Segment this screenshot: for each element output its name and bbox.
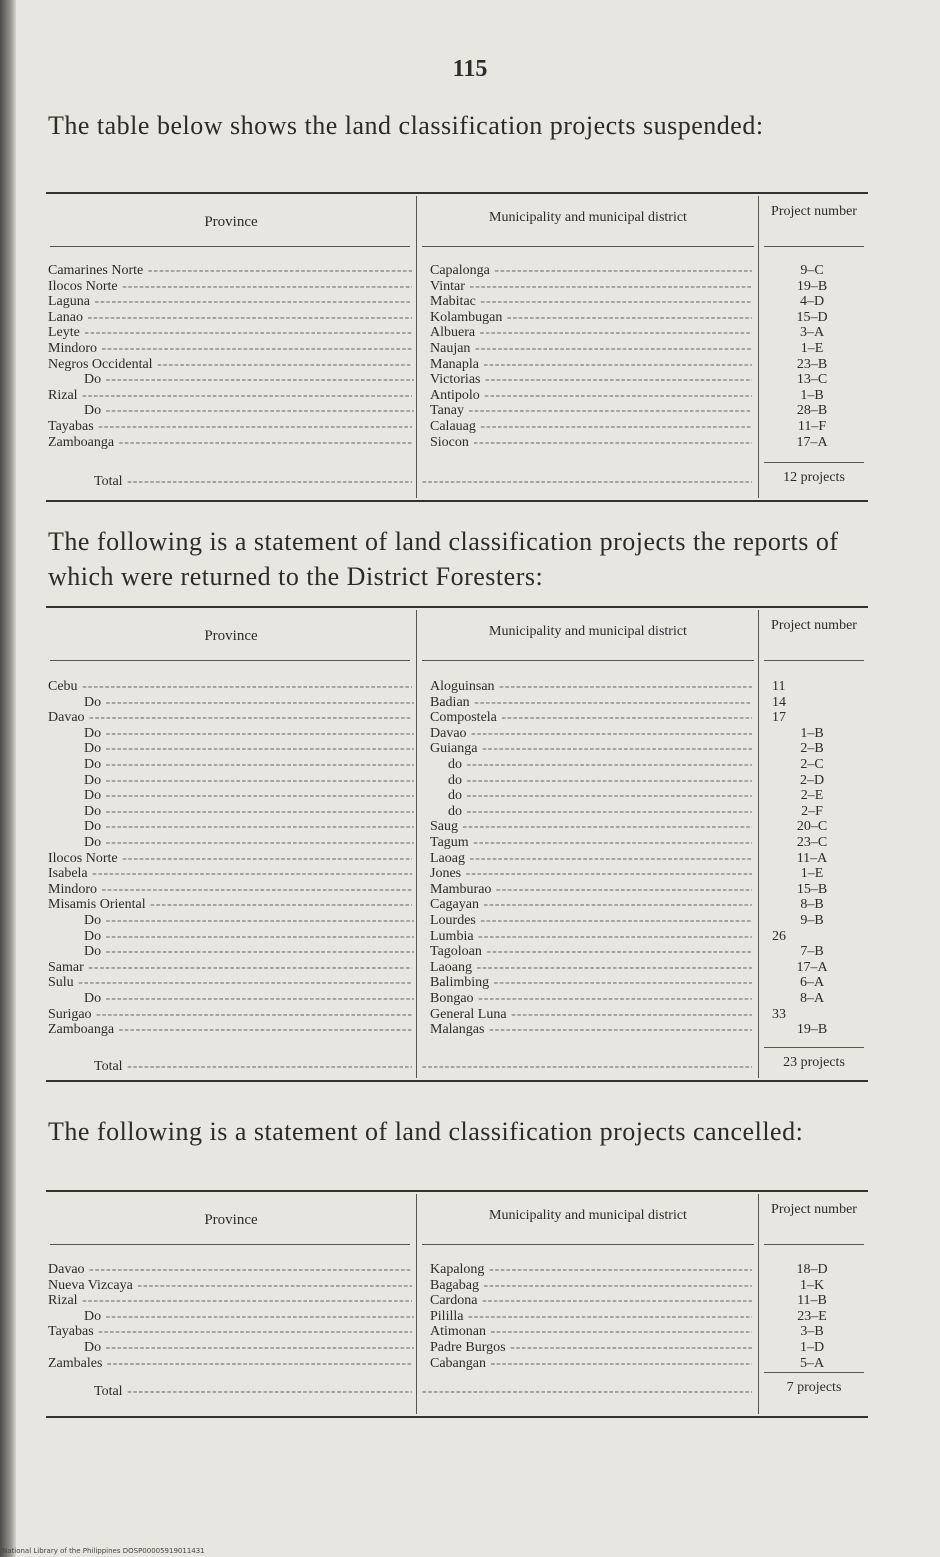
column-header-province: Province: [204, 1212, 258, 1228]
table-cell-province: Ilocos Norte -----: [48, 279, 412, 295]
table-cell-province: Nueva Vizcaya -----: [48, 1278, 412, 1294]
total-label: Total -----: [94, 1384, 412, 1400]
table-cell-province: Davao -----: [48, 710, 412, 726]
header-underline: [422, 1244, 754, 1245]
table-cell-municipality: Badian -----: [430, 695, 752, 711]
table-cell-project-number: 1–D: [799, 1340, 825, 1355]
table-cell-province: Misamis Oriental -----: [48, 897, 412, 913]
table-cell-project-number: 1–B: [800, 387, 824, 403]
table-cell-project-number: 23–E: [797, 1308, 827, 1324]
table-cell-province: Zambales -----: [48, 1356, 412, 1372]
table-cell-municipality: Tagum -----: [430, 835, 752, 851]
table-cell-project-number: 11–F: [797, 419, 827, 434]
table-cell-project-number: 5–A: [799, 1355, 825, 1371]
table-cell-municipality: Mabitac -----: [430, 294, 752, 310]
table-cell-province: Rizal -----: [48, 388, 412, 404]
total-value: 23 projects: [783, 1055, 845, 1070]
column-divider: [758, 196, 759, 498]
section-intro: The following is a statement of land classification projects the reports of which were returned to the District Foresters:: [48, 527, 839, 591]
column-divider: [416, 1194, 417, 1414]
table-cell-municipality: Bongao -----: [430, 991, 752, 1007]
table-cell-project-number: 6–A: [799, 975, 825, 991]
table-cell-province: Isabela -----: [48, 866, 412, 882]
table-cell-province: Do -----: [48, 835, 414, 851]
header-underline: [764, 660, 864, 661]
table-cell-municipality: Davao -----: [430, 726, 752, 742]
table-cell-province: Do -----: [48, 819, 414, 835]
table-cell-municipality: Cabangan -----: [430, 1356, 752, 1372]
table-cell-province: Mindoro -----: [48, 882, 412, 898]
table-cell-province: Do -----: [48, 695, 414, 711]
table-cell-province: Tayabas -----: [48, 419, 412, 435]
table-cell-municipality: Laoag -----: [430, 851, 752, 867]
table-cell-municipality: Cardona -----: [430, 1293, 752, 1309]
column-header-project-number: Project number: [771, 618, 857, 633]
table-cell-project-number: 13–C: [796, 372, 828, 388]
table-cell-province: Sulu -----: [48, 975, 412, 991]
table-cell-project-number: 14: [772, 694, 786, 710]
table-cell-municipality: do -----: [430, 773, 752, 789]
table-cell-municipality: Vintar -----: [430, 279, 752, 295]
table-cell-project-number: 8–A: [799, 991, 825, 1006]
column-header-province: Province: [204, 628, 258, 644]
section-intro: The table below shows the land classification projects suspended:: [48, 111, 764, 140]
table-cell-municipality: do -----: [430, 804, 752, 820]
table-cell-municipality: Malangas -----: [430, 1022, 752, 1038]
table-cell-province: Do -----: [48, 726, 414, 742]
table-cell-province: Ilocos Norte -----: [48, 851, 412, 867]
table-cell-project-number: 1–B: [800, 725, 824, 741]
table-cell-province: Do -----: [48, 804, 414, 820]
table-cell-project-number: 15–B: [796, 881, 828, 897]
table-cell-project-number: 11–A: [796, 850, 828, 866]
table-cell-project-number: 2–D: [799, 772, 825, 788]
table-cell-project-number: 28–B: [796, 403, 828, 419]
table-cell-project-number: 3–B: [800, 1324, 824, 1340]
table-cell-project-number: 17–A: [796, 959, 828, 975]
table-cell-project-number: 26: [772, 928, 786, 944]
table-cell-project-number: 11–B: [797, 1293, 827, 1309]
total-leader: [422, 474, 752, 490]
total-leader: [422, 1384, 752, 1400]
table-cell-province: Do -----: [48, 741, 414, 757]
table-cell-municipality: Tagoloan -----: [430, 944, 752, 960]
table-cell-province: Do -----: [48, 372, 414, 388]
table-cell-municipality: Pililla -----: [430, 1309, 752, 1325]
table-cell-municipality: Padre Burgos -----: [430, 1340, 752, 1356]
table-bottom-rule: [46, 1080, 868, 1082]
table-cell-project-number: 1–K: [799, 1277, 825, 1293]
total-value: 12 projects: [783, 470, 845, 485]
total-leader: [422, 1059, 752, 1075]
total-separator: [764, 462, 864, 463]
table-bottom-rule: [46, 500, 868, 502]
column-divider: [758, 610, 759, 1078]
table-cell-province: Do -----: [48, 929, 414, 945]
table-cell-municipality: Laoang -----: [430, 960, 752, 976]
book-binding-shadow: [0, 0, 16, 1557]
table-top-rule: [46, 192, 868, 194]
table-cell-province: Do -----: [48, 403, 414, 419]
table-cell-province: Do -----: [48, 944, 414, 960]
page-number: 115: [452, 56, 488, 82]
table-cell-municipality: Mamburao -----: [430, 882, 752, 898]
header-underline: [764, 1244, 864, 1245]
table-cell-province: Negros Occidental -----: [48, 357, 412, 373]
table-cell-province: Laguna -----: [48, 294, 412, 310]
table-cell-municipality: Manapla -----: [430, 357, 752, 373]
table-cell-municipality: Calauag -----: [430, 419, 752, 435]
table-cell-project-number: 9–C: [800, 263, 824, 278]
column-divider: [416, 610, 417, 1078]
table-cell-municipality: Victorias -----: [430, 372, 752, 388]
column-header-project-number: Project number: [771, 204, 857, 219]
table-cell-project-number: 23–C: [796, 835, 828, 850]
table-cell-municipality: Jones -----: [430, 866, 752, 882]
table-cell-province: Do -----: [48, 773, 414, 789]
table-bottom-rule: [46, 1416, 868, 1418]
table-cell-project-number: 1–E: [800, 341, 824, 356]
column-header-project-number: Project number: [771, 1202, 857, 1217]
table-cell-project-number: 20–C: [796, 819, 828, 835]
table-cell-municipality: Atimonan -----: [430, 1324, 752, 1340]
table-cell-project-number: 17: [772, 710, 786, 726]
table-cell-municipality: Tanay -----: [430, 403, 752, 419]
table-cell-province: Zamboanga -----: [48, 1022, 412, 1038]
table-cell-municipality: Saug -----: [430, 819, 752, 835]
table-cell-project-number: 23–B: [796, 356, 828, 372]
table-cell-province: Rizal -----: [48, 1293, 412, 1309]
table-cell-project-number: 18–D: [796, 1262, 828, 1277]
table-cell-province: Mindoro -----: [48, 341, 412, 357]
total-separator: [764, 1047, 864, 1048]
table-cell-municipality: Siocon -----: [430, 435, 752, 451]
header-underline: [422, 246, 754, 247]
table-cell-municipality: Compostela -----: [430, 710, 752, 726]
table-cell-project-number: 2–E: [800, 788, 824, 804]
table-cell-municipality: Cagayan -----: [430, 897, 752, 913]
table-cell-municipality: Antipolo -----: [430, 388, 752, 404]
table-cell-province: Camarines Norte -----: [48, 263, 412, 279]
table-cell-municipality: Naujan -----: [430, 341, 752, 357]
table-cell-province: Tayabas -----: [48, 1324, 412, 1340]
table-cell-project-number: 2–B: [800, 741, 824, 757]
column-header-municipality: Municipality and municipal district: [489, 1208, 687, 1223]
table-cell-municipality: Guianga -----: [430, 741, 752, 757]
table-cell-province: Do -----: [48, 757, 414, 773]
table-cell-province: Davao -----: [48, 1262, 412, 1278]
total-separator: [764, 1372, 864, 1373]
table-cell-municipality: Capalonga -----: [430, 263, 752, 279]
table-cell-project-number: 17–A: [796, 434, 828, 450]
table-cell-municipality: General Luna -----: [430, 1007, 752, 1023]
table-cell-project-number: 9–B: [800, 913, 824, 928]
table-cell-municipality: Kolambugan -----: [430, 310, 752, 326]
table-cell-project-number: 4–D: [799, 294, 825, 310]
table-cell-province: Samar -----: [48, 960, 412, 976]
column-divider: [416, 196, 417, 498]
header-underline: [50, 660, 410, 661]
header-underline: [50, 1244, 410, 1245]
table-cell-province: Do -----: [48, 1309, 414, 1325]
project-table: [46, 1190, 868, 1418]
column-header-municipality: Municipality and municipal district: [489, 210, 687, 225]
table-cell-municipality: do -----: [430, 788, 752, 804]
table-cell-province: Zamboanga -----: [48, 435, 412, 451]
table-cell-municipality: Albuera -----: [430, 325, 752, 341]
table-cell-project-number: 15–D: [796, 309, 828, 325]
total-value: 7 projects: [786, 1380, 842, 1395]
column-divider: [758, 1194, 759, 1414]
table-cell-province: Leyte -----: [48, 325, 412, 341]
table-cell-municipality: Balimbing -----: [430, 975, 752, 991]
table-cell-project-number: 8–B: [800, 897, 824, 913]
table-cell-project-number: 2–F: [801, 803, 823, 819]
table-cell-province: Do -----: [48, 1340, 414, 1356]
table-cell-municipality: Lourdes -----: [430, 913, 752, 929]
table-cell-project-number: 33: [772, 1006, 786, 1022]
total-label: Total -----: [94, 474, 412, 490]
table-cell-municipality: Lumbia -----: [430, 929, 752, 945]
table-cell-project-number: 2–C: [800, 757, 824, 772]
table-cell-province: Do -----: [48, 913, 414, 929]
table-cell-municipality: Bagabag -----: [430, 1278, 752, 1294]
table-cell-project-number: 7–B: [800, 944, 824, 960]
table-cell-project-number: 19–B: [796, 1022, 828, 1038]
table-top-rule: [46, 606, 868, 608]
table-cell-province: Do -----: [48, 991, 414, 1007]
table-cell-province: Cebu -----: [48, 679, 412, 695]
table-cell-project-number: 3–A: [799, 325, 825, 341]
section-intro: The following is a statement of land classification projects cancelled:: [48, 1117, 804, 1146]
table-cell-province: Do -----: [48, 788, 414, 804]
scan-footer: National Library of the Philippines DOSP00005919011431: [2, 1547, 205, 1555]
project-table: [46, 606, 868, 1082]
table-cell-project-number: 1–E: [800, 866, 824, 882]
table-cell-municipality: do -----: [430, 757, 752, 773]
table-cell-municipality: Aloguinsan -----: [430, 679, 752, 695]
table-top-rule: [46, 1190, 868, 1192]
header-underline: [422, 660, 754, 661]
table-cell-municipality: Kapalong -----: [430, 1262, 752, 1278]
table-cell-province: Lanao -----: [48, 310, 412, 326]
project-table: [46, 192, 868, 502]
total-label: Total -----: [94, 1059, 412, 1075]
header-underline: [764, 246, 864, 247]
header-underline: [50, 246, 410, 247]
table-cell-project-number: 11: [772, 679, 786, 694]
table-cell-project-number: 19–B: [796, 278, 828, 294]
table-cell-province: Surigao -----: [48, 1007, 412, 1023]
column-header-province: Province: [204, 214, 258, 230]
column-header-municipality: Municipality and municipal district: [489, 624, 687, 639]
